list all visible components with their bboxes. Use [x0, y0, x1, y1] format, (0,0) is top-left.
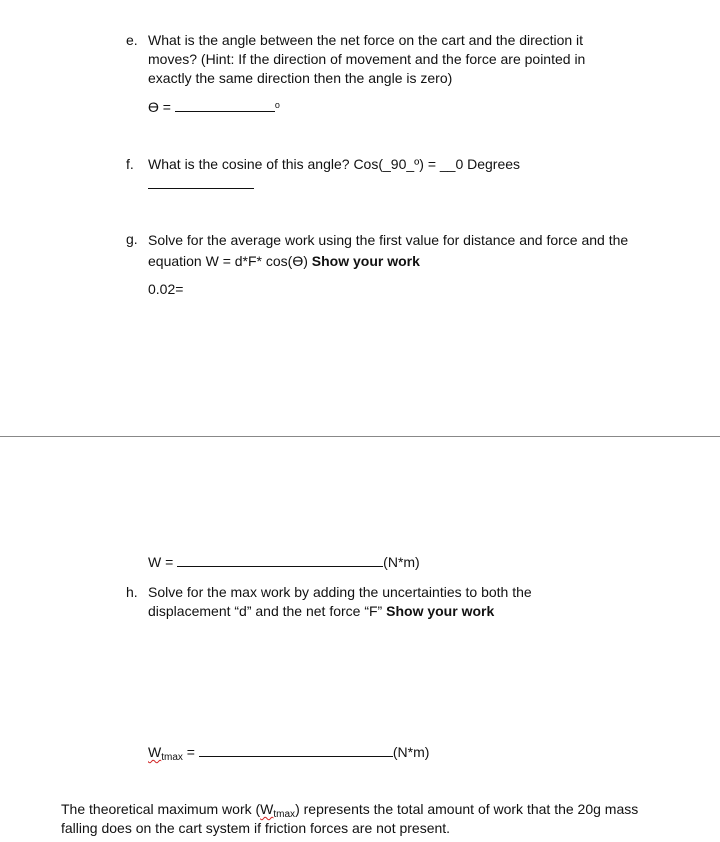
work-answer-line: [148, 553, 420, 572]
question-f-marker: f.: [126, 156, 134, 172]
footer-text-before: The theoretical maximum work (: [61, 801, 261, 817]
question-g-body: [148, 230, 638, 272]
max-work-answer-line: [148, 743, 429, 762]
footer-symbol-letter: W: [260, 801, 274, 817]
question-h-marker: h.: [126, 584, 138, 600]
max-work-symbol-letter: W: [148, 744, 162, 760]
question-g-emphasis: Show your work: [311, 253, 420, 269]
question-e-text: What is the angle between the net force on the cart and the direction it moves? (Hint: If the direction of movement and the force are pointed in exactly the same direction then the angle is zero): [148, 32, 586, 86]
question-e-marker: e.: [126, 32, 138, 48]
question-g-text: Solve for the average work using the first value for distance and force and the equation W = d*F* cos(ϴ): [148, 232, 629, 269]
footer-symbol-subscript: tmax: [273, 809, 296, 820]
max-work-equals: =: [186, 744, 195, 760]
degree-symbol: o: [274, 100, 280, 110]
question-g-marker: g.: [126, 231, 138, 247]
question-h-body: [148, 583, 568, 621]
max-work-answer-units: (N*m): [392, 744, 430, 760]
question-g-student-answer[interactable]: 0.02=: [148, 281, 184, 297]
theta-answer-blank[interactable]: [175, 98, 275, 112]
question-h-text: Solve for the max work by adding the uncertainties to both the displacement “d” and the net force “F”: [148, 584, 532, 619]
max-work-answer-blank[interactable]: [199, 743, 393, 757]
footer-symbol: [260, 801, 296, 820]
theta-answer-label: ϴ =: [148, 99, 171, 115]
max-work-symbol: [148, 744, 183, 763]
footer-paragraph: [61, 800, 661, 838]
work-answer-units: (N*m): [383, 554, 420, 570]
max-work-subscript: tmax: [161, 752, 183, 763]
question-h-emphasis: Show your work: [386, 603, 495, 619]
footer-text-after: ) represents the total amount of work that the 20g mass falling does on the cart system if friction forces are not present.: [61, 801, 639, 836]
theta-answer-line: [148, 96, 280, 117]
work-answer-blank[interactable]: [177, 553, 383, 567]
page-divider: [0, 436, 720, 437]
question-f-text: What is the cosine of this angle? Cos(_90_º) = __0 Degrees: [148, 156, 521, 172]
work-answer-label: W =: [148, 554, 174, 570]
question-f-answer-line[interactable]: [148, 188, 254, 189]
